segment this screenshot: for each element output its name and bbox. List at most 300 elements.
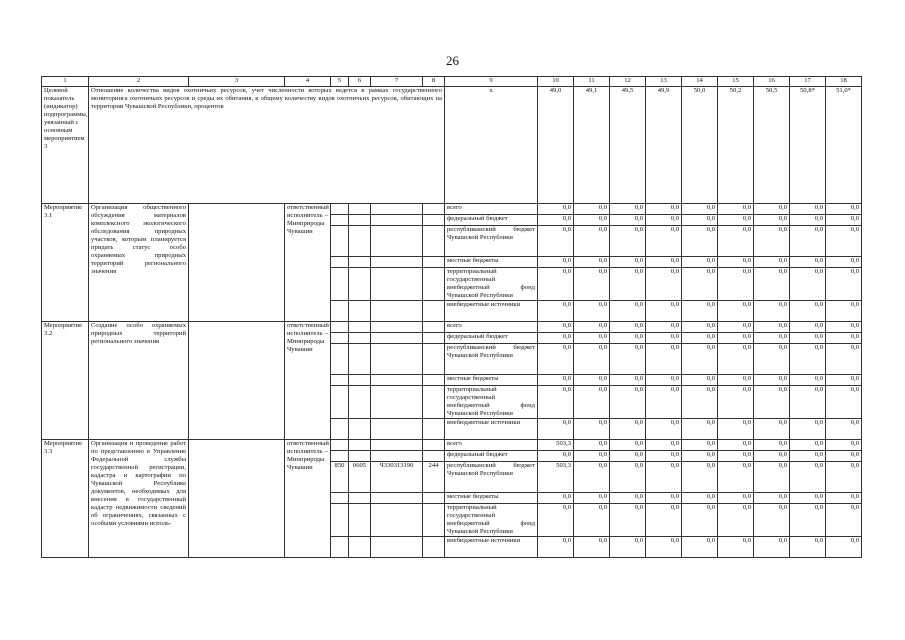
funding-value: 0,0	[538, 204, 574, 215]
funding-value: 0,0	[718, 226, 754, 257]
funding-value: 0,0	[538, 215, 574, 226]
funding-value: 0,0	[574, 268, 610, 301]
funding-value: 0,0	[646, 257, 682, 268]
budget-table	[41, 76, 862, 558]
measure-executor: ответственный исполнитель – Минприроды Чувашии	[285, 322, 331, 440]
funding-value: 0,0	[826, 301, 862, 322]
funding-value: 0,0	[646, 204, 682, 215]
funding-value: 0,0	[754, 333, 790, 344]
measure-executor: ответственный исполнитель – Минприроды Чувашии	[285, 204, 331, 322]
funding-value: 0,0	[682, 537, 718, 558]
col-header: 3	[189, 77, 285, 87]
funding-value: 0,0	[610, 268, 646, 301]
indicator-value: 49,1	[574, 87, 610, 204]
col-header: 7	[371, 77, 423, 87]
funding-value: 0,0	[538, 504, 574, 537]
budget-code-cell	[331, 226, 349, 257]
funding-value: 0,0	[826, 344, 862, 375]
funding-value: 0,0	[718, 301, 754, 322]
funding-value: 0,0	[538, 419, 574, 440]
column-number-row	[42, 77, 862, 87]
funding-value: 0,0	[538, 301, 574, 322]
funding-value: 0,0	[610, 493, 646, 504]
funding-value: 0,0	[610, 440, 646, 451]
funding-value: 0,0	[826, 440, 862, 451]
budget-code-cell	[371, 226, 423, 257]
funding-value: 0,0	[538, 257, 574, 268]
budget-code-cell	[331, 344, 349, 375]
col-header: 9	[445, 77, 538, 87]
funding-value: 0,0	[826, 204, 862, 215]
funding-value: 0,0	[826, 268, 862, 301]
funding-value: 0,0	[682, 301, 718, 322]
funding-value: 0,0	[682, 257, 718, 268]
funding-value: 0,0	[826, 504, 862, 537]
funding-value: 0,0	[574, 322, 610, 333]
funding-value: 0,0	[682, 419, 718, 440]
measure-name: Создание особо охраняемых природных территорий регионального значения	[89, 322, 189, 440]
funding-value: 0,0	[718, 344, 754, 375]
funding-value: 0,0	[610, 504, 646, 537]
funding-value: 0,0	[790, 268, 826, 301]
funding-value: 0,0	[646, 322, 682, 333]
budget-code-cell	[371, 493, 423, 504]
indicator-value: 51,0*	[826, 87, 862, 204]
budget-code-cell	[423, 537, 445, 558]
funding-value: 0,0	[682, 462, 718, 493]
budget-code-cell	[349, 504, 371, 537]
funding-value: 0,0	[754, 451, 790, 462]
funding-value: 0,0	[682, 344, 718, 375]
funding-value: 0,0	[826, 226, 862, 257]
funding-value: 0,0	[754, 344, 790, 375]
funding-value: 0,0	[718, 440, 754, 451]
funding-value: 503,3	[538, 440, 574, 451]
funding-value: 0,0	[610, 344, 646, 375]
funding-source: внебюджетные источники	[445, 419, 538, 440]
funding-source: федеральный бюджет	[445, 451, 538, 462]
funding-value: 0,0	[826, 322, 862, 333]
funding-value: 0,0	[718, 504, 754, 537]
indicator-value: 49,9	[646, 87, 682, 204]
budget-code-cell	[371, 440, 423, 451]
funding-value: 0,0	[610, 215, 646, 226]
funding-value: 0,0	[754, 268, 790, 301]
funding-value: 0,0	[646, 537, 682, 558]
budget-code-cell	[423, 504, 445, 537]
funding-value: 0,0	[754, 462, 790, 493]
col-header: 16	[754, 77, 790, 87]
funding-source: республиканский бюджет Чувашской Республики	[445, 462, 538, 493]
funding-value: 0,0	[610, 333, 646, 344]
funding-source: местные бюджеты	[445, 257, 538, 268]
budget-code-cell	[349, 215, 371, 226]
budget-code-cell: 0605	[349, 462, 371, 493]
indicator-label: Целевой показатель (индикатор) подпрограммы, увязанный с основным мероприятием 3	[42, 87, 89, 204]
funding-value: 0,0	[574, 333, 610, 344]
funding-value: 0,0	[790, 493, 826, 504]
funding-value: 0,0	[826, 375, 862, 386]
funding-value: 0,0	[574, 504, 610, 537]
budget-code-cell	[371, 537, 423, 558]
funding-value: 0,0	[718, 386, 754, 419]
measure-name: Организация и проведение работ по представлению в Управление Федеральной службы государственной регистрации, кадастра и картографии по Чувашской Республике документов, необходимых для внесения в государственный кадастр недвижимости сведений об ограничениях, связанных с особыми условиями исполь-	[89, 440, 189, 558]
funding-value: 0,0	[610, 226, 646, 257]
funding-value: 0,0	[538, 333, 574, 344]
funding-value: 0,0	[682, 204, 718, 215]
col-header: 11	[574, 77, 610, 87]
budget-code-cell	[349, 301, 371, 322]
budget-code-cell	[349, 226, 371, 257]
budget-code-cell	[423, 419, 445, 440]
funding-value: 0,0	[790, 537, 826, 558]
budget-code-cell	[423, 386, 445, 419]
measure-label: Мероприятие 3.3	[42, 440, 89, 558]
funding-value: 0,0	[754, 493, 790, 504]
col-header: 6	[349, 77, 371, 87]
measure-label: Мероприятие 3.2	[42, 322, 89, 440]
budget-code-cell	[331, 257, 349, 268]
budget-code-cell	[371, 215, 423, 226]
funding-value: 0,0	[646, 301, 682, 322]
funding-value: 0,0	[718, 451, 754, 462]
budget-code-cell	[371, 333, 423, 344]
budget-code-cell: 244	[423, 462, 445, 493]
funding-value: 0,0	[574, 440, 610, 451]
funding-source: федеральный бюджет	[445, 215, 538, 226]
funding-source: местные бюджеты	[445, 493, 538, 504]
funding-value: 0,0	[790, 440, 826, 451]
funding-value: 0,0	[610, 419, 646, 440]
budget-code-cell	[423, 257, 445, 268]
funding-value: 0,0	[754, 322, 790, 333]
funding-value: 0,0	[538, 537, 574, 558]
funding-value: 0,0	[538, 322, 574, 333]
funding-value: 0,0	[754, 226, 790, 257]
funding-value: 0,0	[826, 333, 862, 344]
budget-code-cell	[349, 440, 371, 451]
col-header: 5	[331, 77, 349, 87]
funding-value: 0,0	[790, 215, 826, 226]
funding-value: 0,0	[610, 386, 646, 419]
funding-value: 0,0	[754, 386, 790, 419]
funding-value: 0,0	[790, 451, 826, 462]
budget-code-cell	[331, 215, 349, 226]
budget-code-cell	[349, 493, 371, 504]
funding-source: территориальный государственный внебюджетный фонд Чувашской Республики	[445, 504, 538, 537]
funding-value: 0,0	[826, 215, 862, 226]
funding-value: 0,0	[574, 451, 610, 462]
budget-code-cell	[331, 301, 349, 322]
funding-source: внебюджетные источники	[445, 301, 538, 322]
funding-value: 0,0	[718, 215, 754, 226]
budget-code-cell	[423, 440, 445, 451]
funding-value: 0,0	[574, 215, 610, 226]
funding-value: 0,0	[826, 419, 862, 440]
funding-source: местные бюджеты	[445, 375, 538, 386]
budget-code-cell	[331, 333, 349, 344]
budget-code-cell	[423, 375, 445, 386]
col-header: 12	[610, 77, 646, 87]
budget-code-cell	[349, 537, 371, 558]
budget-code-cell	[371, 344, 423, 375]
funding-value: 0,0	[754, 375, 790, 386]
funding-value: 0,0	[754, 440, 790, 451]
funding-value: 0,0	[574, 226, 610, 257]
budget-code-cell	[371, 204, 423, 215]
budget-code-cell	[423, 226, 445, 257]
funding-value: 0,0	[718, 322, 754, 333]
funding-value: 0,0	[790, 344, 826, 375]
funding-source: всего	[445, 204, 538, 215]
funding-source: республиканский бюджет Чувашской Республики	[445, 226, 538, 257]
budget-code-cell	[331, 268, 349, 301]
indicator-value: 50,8*	[790, 87, 826, 204]
budget-code-cell	[331, 537, 349, 558]
funding-value: 0,0	[754, 419, 790, 440]
funding-value: 0,0	[790, 504, 826, 537]
funding-value: 0,0	[826, 386, 862, 419]
budget-code-cell	[371, 301, 423, 322]
funding-value: 0,0	[754, 537, 790, 558]
funding-value: 0,0	[790, 462, 826, 493]
budget-code-cell	[423, 322, 445, 333]
funding-value: 0,0	[718, 493, 754, 504]
budget-code-cell: 850	[331, 462, 349, 493]
funding-value: 0,0	[790, 322, 826, 333]
funding-value: 0,0	[574, 462, 610, 493]
col-header: 18	[826, 77, 862, 87]
funding-value: 0,0	[610, 257, 646, 268]
funding-source: всего	[445, 322, 538, 333]
funding-value: 0,0	[826, 493, 862, 504]
budget-code-cell	[349, 322, 371, 333]
measure-source-row	[42, 322, 862, 333]
budget-code-cell	[331, 493, 349, 504]
funding-value: 0,0	[826, 537, 862, 558]
budget-code-cell	[331, 504, 349, 537]
measure-blank	[189, 204, 285, 322]
funding-value: 0,0	[718, 333, 754, 344]
funding-value: 0,0	[718, 419, 754, 440]
funding-value: 0,0	[682, 322, 718, 333]
funding-value: 0,0	[646, 344, 682, 375]
funding-value: 0,0	[682, 215, 718, 226]
funding-value: 0,0	[682, 375, 718, 386]
budget-code-cell	[349, 419, 371, 440]
funding-value: 0,0	[646, 419, 682, 440]
budget-code-cell	[349, 333, 371, 344]
indicator-value: 49,5	[610, 87, 646, 204]
budget-code-cell	[349, 386, 371, 419]
funding-value: 0,0	[538, 226, 574, 257]
funding-source: территориальный государственный внебюджетный фонд Чувашской Республики	[445, 386, 538, 419]
measure-source-row	[42, 204, 862, 215]
budget-code-cell	[349, 451, 371, 462]
budget-code-cell	[423, 451, 445, 462]
col-header: 13	[646, 77, 682, 87]
budget-code-cell	[423, 344, 445, 375]
measure-executor: ответственный исполнитель – Минприроды Чувашии	[285, 440, 331, 558]
budget-code-cell	[371, 322, 423, 333]
page-number: 26	[446, 53, 459, 68]
col-header: 8	[423, 77, 445, 87]
funding-value: 0,0	[574, 257, 610, 268]
funding-value: 0,0	[682, 440, 718, 451]
budget-code-cell	[423, 215, 445, 226]
budget-code-cell	[331, 375, 349, 386]
budget-code-cell: Ч330313190	[371, 462, 423, 493]
funding-value: 0,0	[610, 322, 646, 333]
funding-value: 0,0	[826, 462, 862, 493]
budget-code-cell	[349, 257, 371, 268]
funding-value: 0,0	[610, 462, 646, 493]
measure-name: Организация общественного обсуждения материалов комплексного экологического обследования природных участков, которым планируется придать статус особо охраняемых природных территорий регионального значения	[89, 204, 189, 322]
funding-value: 0,0	[574, 537, 610, 558]
budget-code-cell	[371, 504, 423, 537]
measure-blank	[189, 322, 285, 440]
funding-value: 0,0	[826, 451, 862, 462]
funding-value: 0,0	[538, 493, 574, 504]
col-header: 1	[42, 77, 89, 87]
funding-value: 0,0	[574, 204, 610, 215]
budget-code-cell	[371, 451, 423, 462]
funding-value: 0,0	[646, 215, 682, 226]
funding-value: 0,0	[574, 301, 610, 322]
funding-value: 0,0	[718, 375, 754, 386]
measure-label: Мероприятие 3.1	[42, 204, 89, 322]
funding-value: 0,0	[754, 301, 790, 322]
funding-value: 0,0	[790, 204, 826, 215]
budget-code-cell	[423, 493, 445, 504]
funding-value: 0,0	[538, 268, 574, 301]
funding-value: 0,0	[646, 386, 682, 419]
funding-value: 0,0	[610, 301, 646, 322]
budget-code-cell	[349, 268, 371, 301]
budget-code-cell	[349, 344, 371, 375]
funding-value: 0,0	[754, 504, 790, 537]
funding-value: 0,0	[610, 375, 646, 386]
funding-value: 0,0	[718, 462, 754, 493]
funding-value: 0,0	[646, 333, 682, 344]
col-header: 17	[790, 77, 826, 87]
funding-value: 0,0	[538, 386, 574, 419]
funding-value: 0,0	[574, 344, 610, 375]
budget-code-cell	[349, 204, 371, 215]
funding-value: 0,0	[646, 226, 682, 257]
funding-source: федеральный бюджет	[445, 333, 538, 344]
budget-code-cell	[423, 204, 445, 215]
budget-code-cell	[371, 386, 423, 419]
funding-value: 0,0	[646, 504, 682, 537]
indicator-value: 50,5	[754, 87, 790, 204]
funding-value: 503,3	[538, 462, 574, 493]
funding-value: 0,0	[754, 215, 790, 226]
funding-value: 0,0	[790, 301, 826, 322]
indicator-text: Отношение количества видов охотничьих ресурсов, учет численности которых ведется в рамках государственного мониторинга охотничьих ресурсов и среды их обитания, к общему количеству видов охотничьих ресурсов, обитающих на территории Чувашской Республики, процентов	[89, 87, 445, 204]
funding-source: внебюджетные источники	[445, 537, 538, 558]
funding-value: 0,0	[538, 344, 574, 375]
budget-code-cell	[331, 386, 349, 419]
col-header: 15	[718, 77, 754, 87]
budget-code-cell	[423, 333, 445, 344]
budget-code-cell	[331, 451, 349, 462]
funding-value: 0,0	[574, 419, 610, 440]
funding-value: 0,0	[646, 268, 682, 301]
col-header: 10	[538, 77, 574, 87]
funding-value: 0,0	[610, 537, 646, 558]
col-header: 14	[682, 77, 718, 87]
budget-code-cell	[371, 419, 423, 440]
funding-value: 0,0	[790, 226, 826, 257]
budget-code-cell	[331, 204, 349, 215]
indicator-x: x	[445, 87, 538, 204]
budget-code-cell	[331, 419, 349, 440]
funding-value: 0,0	[574, 375, 610, 386]
funding-value: 0,0	[682, 504, 718, 537]
measure-blank	[189, 440, 285, 558]
funding-value: 0,0	[718, 268, 754, 301]
budget-code-cell	[371, 375, 423, 386]
funding-source: республиканский бюджет Чувашской Республики	[445, 344, 538, 375]
indicator-value: 49,0	[538, 87, 574, 204]
funding-value: 0,0	[754, 204, 790, 215]
col-header: 4	[285, 77, 331, 87]
funding-value: 0,0	[826, 257, 862, 268]
funding-value: 0,0	[718, 204, 754, 215]
funding-value: 0,0	[646, 375, 682, 386]
funding-value: 0,0	[646, 462, 682, 493]
funding-value: 0,0	[682, 268, 718, 301]
funding-value: 0,0	[790, 386, 826, 419]
funding-value: 0,0	[682, 451, 718, 462]
funding-value: 0,0	[682, 333, 718, 344]
funding-value: 0,0	[718, 257, 754, 268]
funding-value: 0,0	[718, 537, 754, 558]
funding-value: 0,0	[682, 493, 718, 504]
funding-value: 0,0	[538, 375, 574, 386]
budget-code-cell	[371, 257, 423, 268]
budget-code-cell	[331, 440, 349, 451]
funding-value: 0,0	[790, 419, 826, 440]
col-header: 2	[89, 77, 189, 87]
funding-value: 0,0	[790, 333, 826, 344]
funding-value: 0,0	[574, 493, 610, 504]
indicator-value: 50,2	[718, 87, 754, 204]
funding-value: 0,0	[610, 204, 646, 215]
funding-value: 0,0	[646, 451, 682, 462]
budget-code-cell	[331, 322, 349, 333]
funding-source: территориальный государственный внебюджетный фонд Чувашской Республики	[445, 268, 538, 301]
funding-value: 0,0	[754, 257, 790, 268]
funding-source: всего	[445, 440, 538, 451]
budget-code-cell	[423, 301, 445, 322]
measure-source-row	[42, 440, 862, 451]
budget-code-cell	[423, 268, 445, 301]
funding-value: 0,0	[610, 451, 646, 462]
indicator-row	[42, 87, 862, 204]
funding-value: 0,0	[646, 440, 682, 451]
funding-value: 0,0	[574, 386, 610, 419]
funding-value: 0,0	[646, 493, 682, 504]
funding-value: 0,0	[682, 226, 718, 257]
budget-code-cell	[371, 268, 423, 301]
funding-value: 0,0	[790, 375, 826, 386]
funding-value: 0,0	[790, 257, 826, 268]
indicator-value: 50,0	[682, 87, 718, 204]
funding-value: 0,0	[682, 386, 718, 419]
funding-value: 0,0	[538, 451, 574, 462]
